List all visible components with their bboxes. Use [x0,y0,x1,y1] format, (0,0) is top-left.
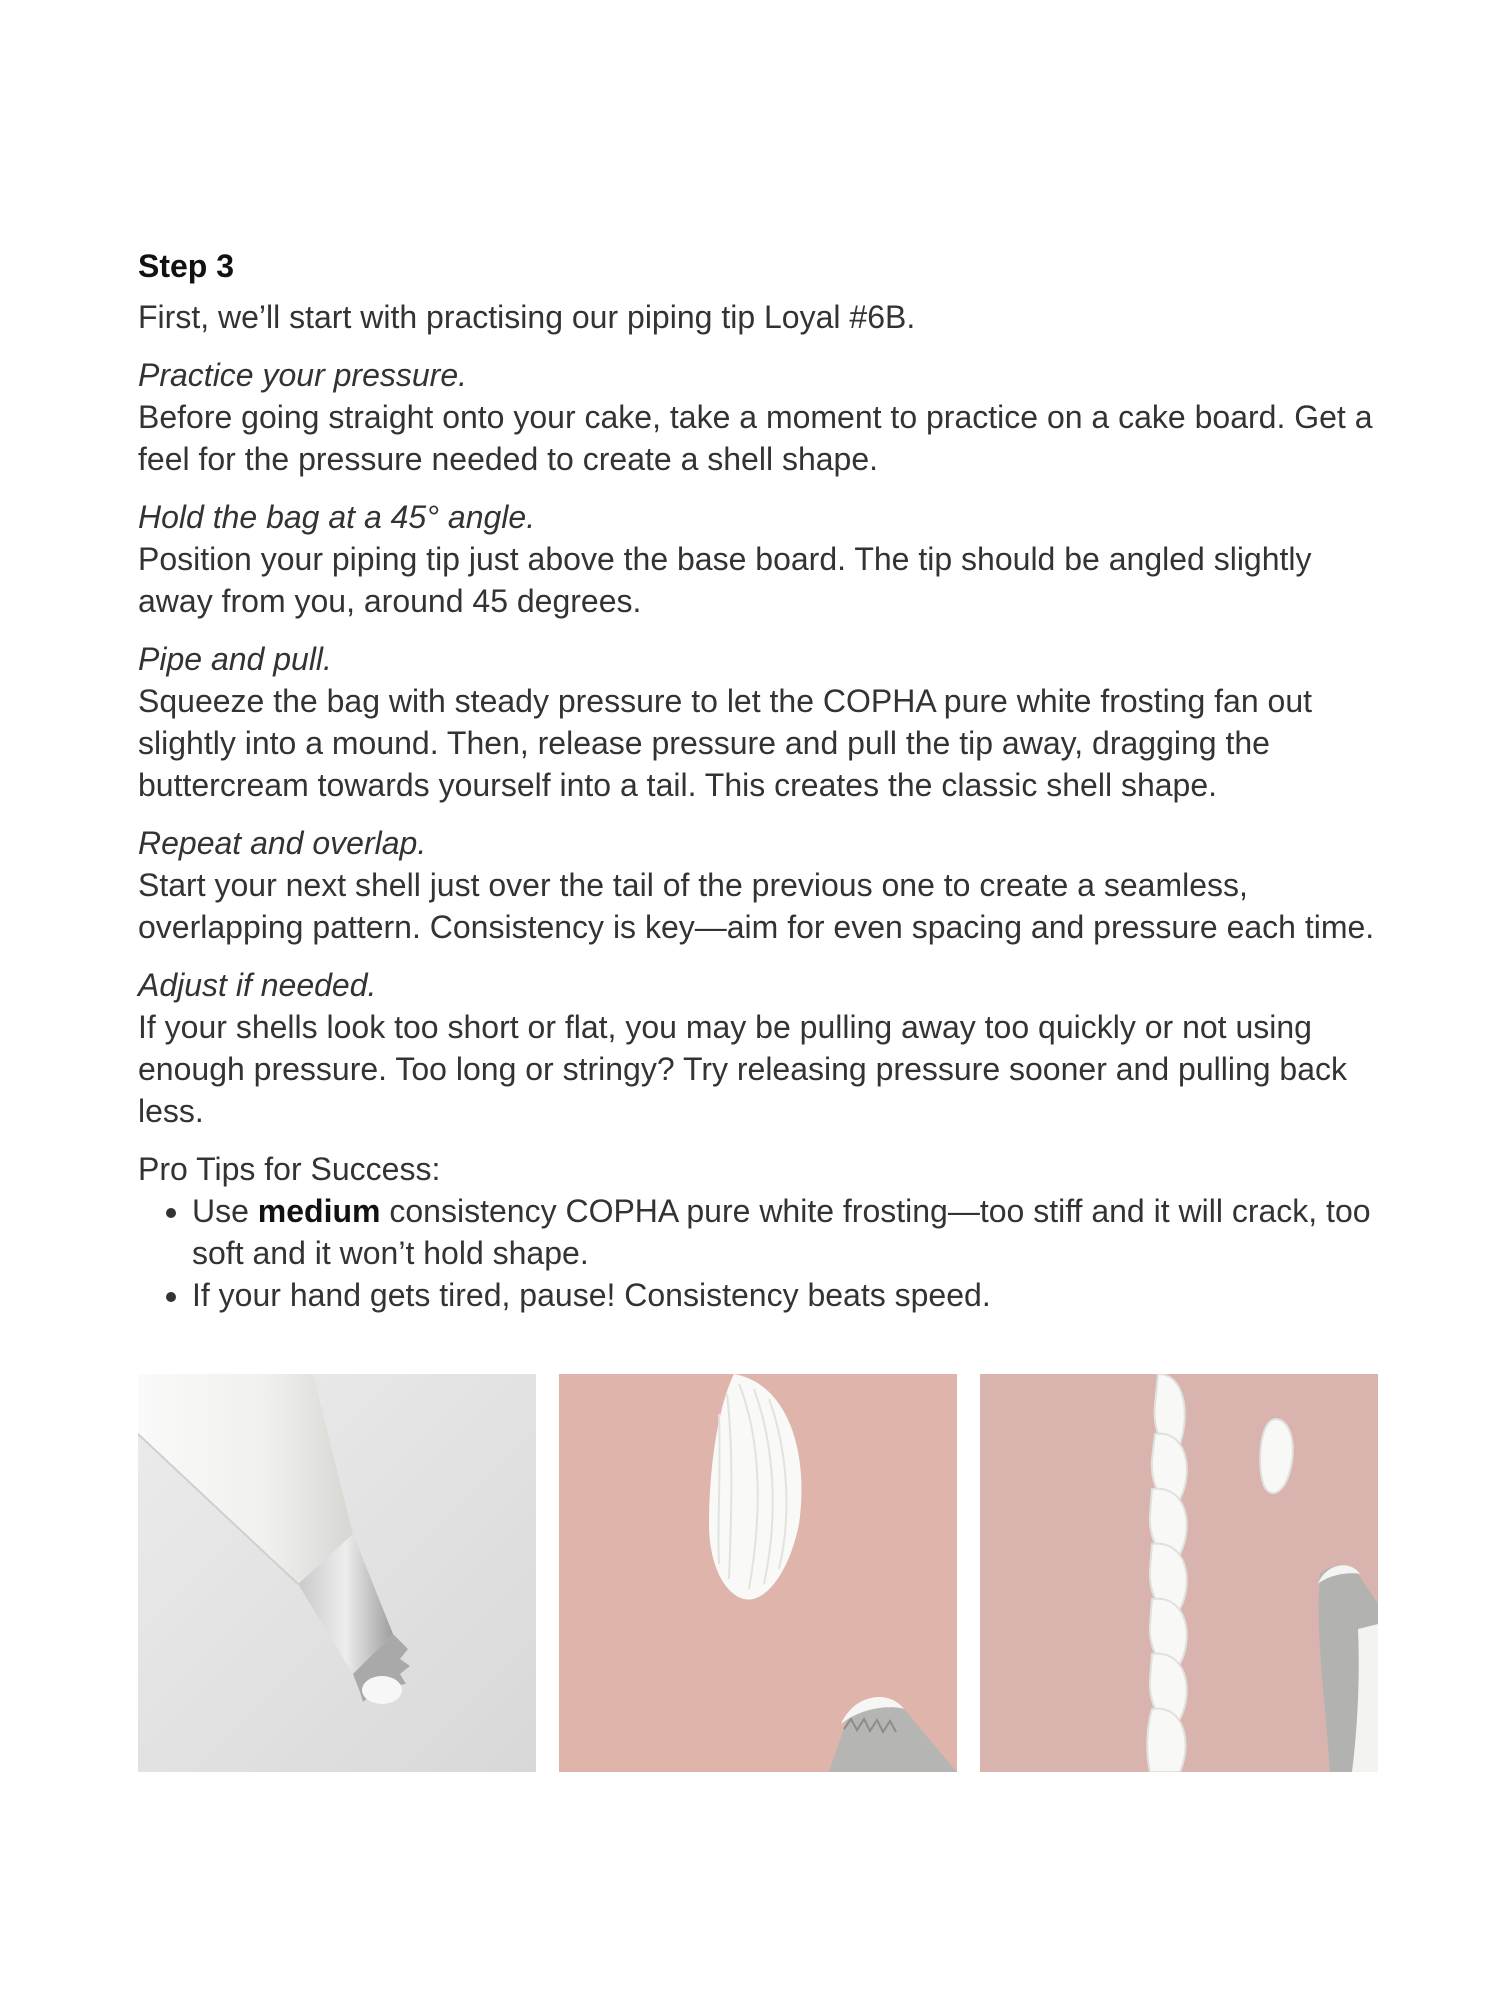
step-title: Step 3 [138,248,235,284]
section-body: Before going straight onto your cake, take a moment to practice on a cake board. Get a feel for the pressure needed to create a shell shape. [138,399,1373,477]
tips-heading: Pro Tips for Success: [138,1151,441,1187]
section-subtitle: Repeat and overlap. [138,825,427,861]
section-practice-pressure [138,354,1378,480]
article-body [138,246,1378,1316]
section-subtitle: Adjust if needed. [138,967,377,1003]
tip-text: If your hand gets tired, pause! Consistency beats speed. [192,1277,991,1313]
section-adjust [138,964,1378,1132]
piping-bag-tip-illustration [138,1374,536,1772]
tip-bold: medium [257,1193,381,1229]
section-subtitle: Practice your pressure. [138,357,468,393]
tips-list [138,1190,1378,1316]
single-shell-photo [559,1374,957,1772]
tip-prefix: Use [192,1193,258,1229]
section-repeat-overlap [138,822,1378,948]
section-body: Position your piping tip just above the base board. The tip should be angled slightly away from you, around 45 degrees. [138,541,1312,619]
tip-item [192,1274,1378,1316]
section-body: Start your next shell just over the tail of the previous one to create a seamless, overlapping pattern. Consistency is key—aim for even spacing and pressure each time. [138,867,1375,945]
piping-bag-tip-photo [138,1374,536,1772]
section-body: If your shells look too short or flat, you may be pulling away too quickly or not using enough pressure. Too long or stringy? Try releasing pressure sooner and pulling back less. [138,1009,1348,1129]
section-body: Squeeze the bag with steady pressure to let the COPHA pure white frosting fan out slightly into a mound. Then, release pressure and pull the tip away, dragging the buttercream towards yourself into a tail. This creates the classic shell shape. [138,683,1313,803]
section-subtitle: Pipe and pull. [138,641,332,677]
tip-item [192,1190,1378,1274]
section-pipe-pull [138,638,1378,806]
section-subtitle: Hold the bag at a 45° angle. [138,499,536,535]
section-hold-angle [138,496,1378,622]
single-shell-illustration [559,1374,957,1772]
photo-row [138,1374,1378,1774]
tip-suffix: consistency COPHA pure white frosting—too stiff and it will crack, too soft and it won’t hold shape. [192,1193,1371,1271]
step-intro: First, we’ll start with practising our piping tip Loyal #6B. [138,299,916,335]
shell-border-illustration [980,1374,1378,1772]
shell-border-photo [980,1374,1378,1772]
